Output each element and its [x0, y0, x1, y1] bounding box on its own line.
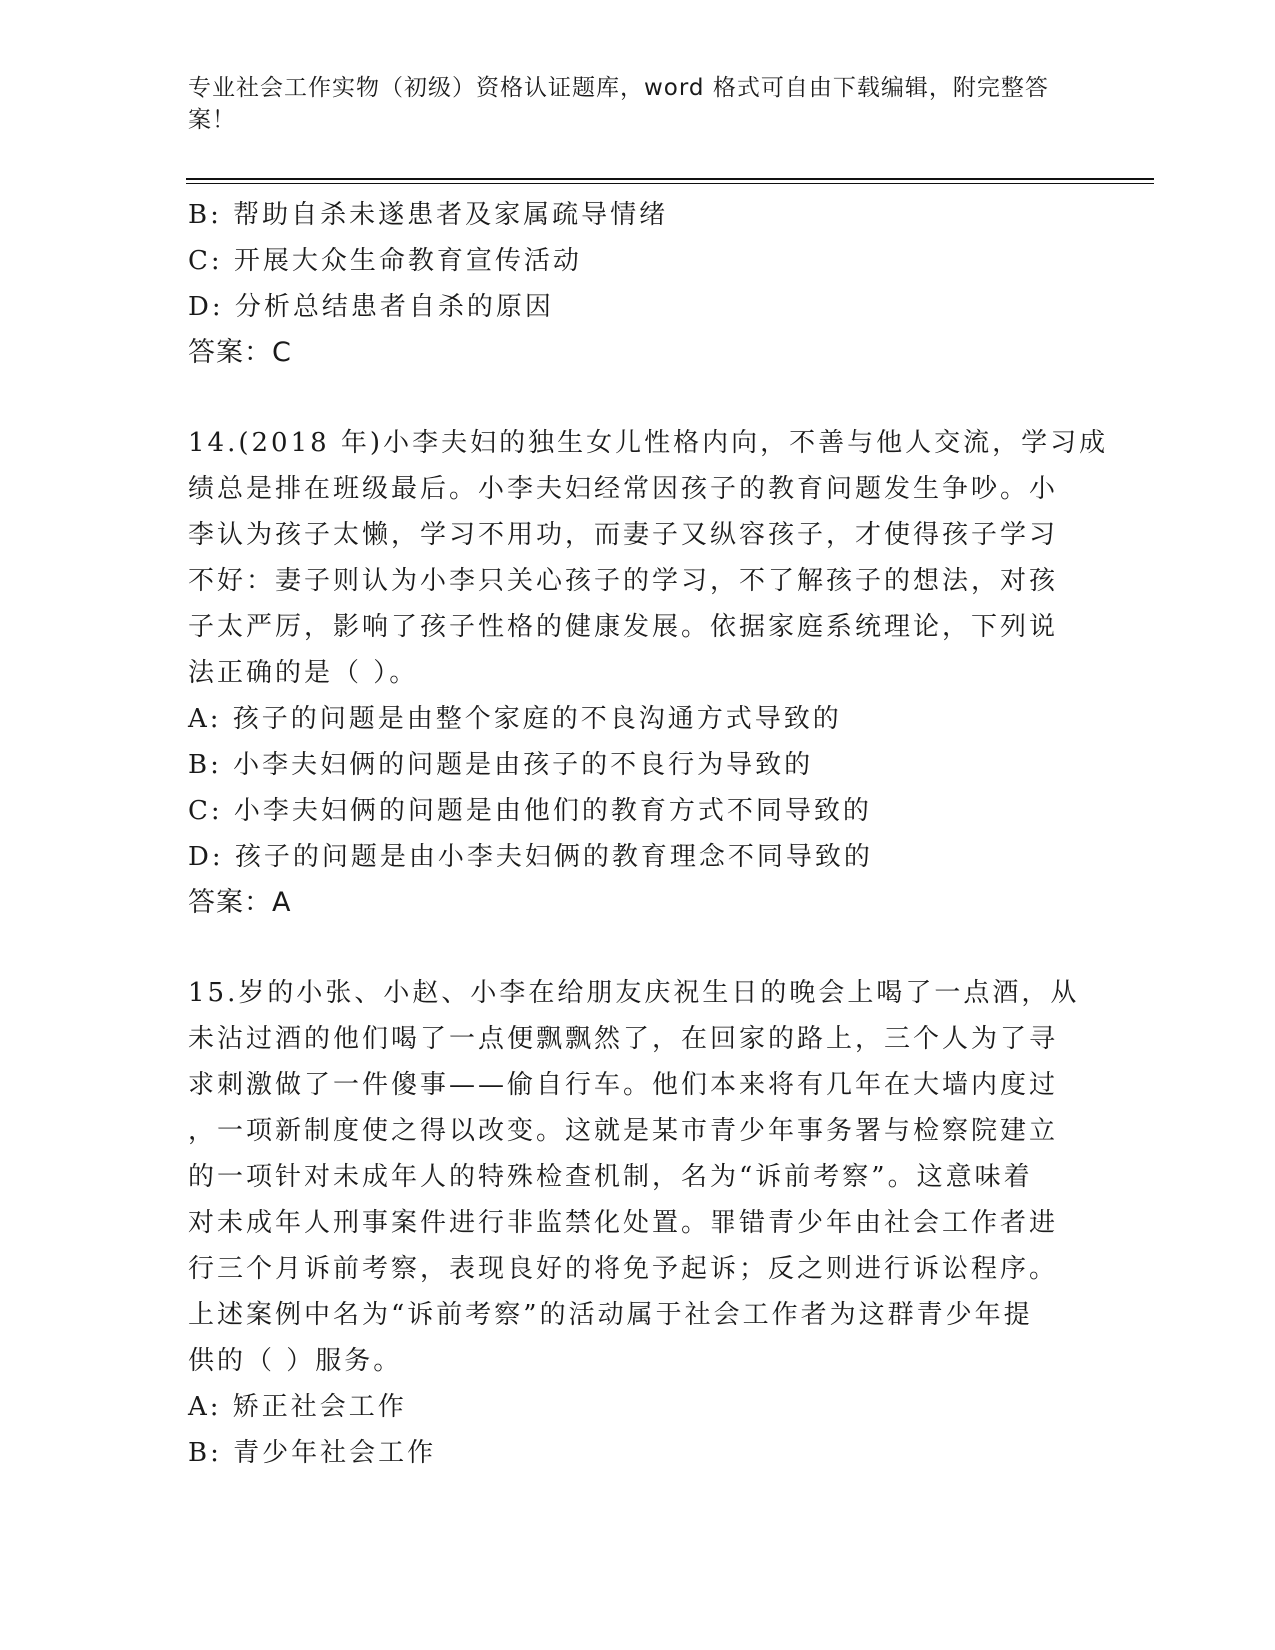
- question-13-options: [188, 192, 1088, 330]
- option-c: C: 小李夫妇俩的问题是由他们的教育方式不同导致的: [188, 796, 872, 826]
- question-15-options: [188, 1384, 1088, 1476]
- stem-line: 行三个月诉前考察，表现良好的将免予起诉；反之则进行诉讼程序。: [188, 1254, 1059, 1284]
- header-line: 案！: [188, 107, 236, 133]
- question-14-options: [188, 696, 1088, 880]
- option-b: B: 小李夫妇俩的问题是由孩子的不良行为导致的: [188, 750, 814, 780]
- question-content: [188, 192, 1109, 1476]
- stem-line: 不好：妻子则认为小李只关心孩子的学习，不了解孩子的想法，对孩: [188, 566, 1059, 596]
- stem-line: 求刺激做了一件傻事——偷自行车。他们本来将有几年在大墙内度过: [188, 1070, 1059, 1100]
- stem-line: 15.岁的小张、小赵、小李在给朋友庆祝生日的晚会上喝了一点酒，从: [188, 978, 1080, 1008]
- header-line: 专业社会工作实物（初级）资格认证题库，word 格式可自由下载编辑，附完整答: [188, 75, 1049, 101]
- option-c: C: 开展大众生命教育宣传活动: [188, 246, 582, 276]
- stem-line: 子太严厉，影响了孩子性格的健康发展。依据家庭系统理论，下列说: [188, 612, 1059, 642]
- stem-line: 14.(2018 年)小李夫妇的独生女儿性格内向，不善与他人交流，学习成: [188, 428, 1109, 458]
- question-13-answer: 答案：C: [188, 337, 292, 368]
- stem-line: ，一项新制度使之得以改变。这就是某市青少年事务署与检察院建立: [188, 1116, 1059, 1146]
- stem-line: 上述案例中名为“诉前考察”的活动属于社会工作者为这群青少年提: [188, 1300, 1033, 1330]
- option-d: D: 孩子的问题是由小李夫妇俩的教育理念不同导致的: [188, 842, 873, 872]
- stem-line: 法正确的是（ ）。: [188, 658, 419, 688]
- option-b: B: 青少年社会工作: [188, 1438, 437, 1468]
- option-a: A: 矫正社会工作: [188, 1392, 407, 1422]
- stem-line: 绩总是排在班级最后。小李夫妇经常因孩子的教育问题发生争吵。小: [188, 474, 1059, 504]
- option-d: D: 分析总结患者自杀的原因: [188, 292, 554, 322]
- option-b: B: 帮助自杀未遂患者及家属疏导情绪: [188, 200, 669, 230]
- header-divider-thin: [186, 183, 1154, 184]
- option-a: A: 孩子的问题是由整个家庭的不良沟通方式导致的: [188, 704, 842, 734]
- header-divider: [186, 178, 1154, 180]
- document-header: [188, 72, 1068, 136]
- stem-line: 未沾过酒的他们喝了一点便飘飘然了，在回家的路上，三个人为了寻: [188, 1024, 1059, 1054]
- stem-line: 供的（ ）服务。: [188, 1346, 403, 1376]
- stem-line: 对未成年人刑事案件进行非监禁化处置。罪错青少年由社会工作者进: [188, 1208, 1059, 1238]
- spacer: [188, 376, 1088, 420]
- spacer: [188, 926, 1088, 970]
- stem-line: 李认为孩子太懒，学习不用功，而妻子又纵容孩子，才使得孩子学习: [188, 520, 1059, 550]
- question-15-stem: [188, 970, 1088, 1384]
- stem-line: 的一项针对未成年人的特殊检查机制，名为“诉前考察”。这意味着: [188, 1162, 1033, 1192]
- question-14-answer: 答案：A: [188, 887, 292, 918]
- question-14-stem: [188, 420, 1109, 696]
